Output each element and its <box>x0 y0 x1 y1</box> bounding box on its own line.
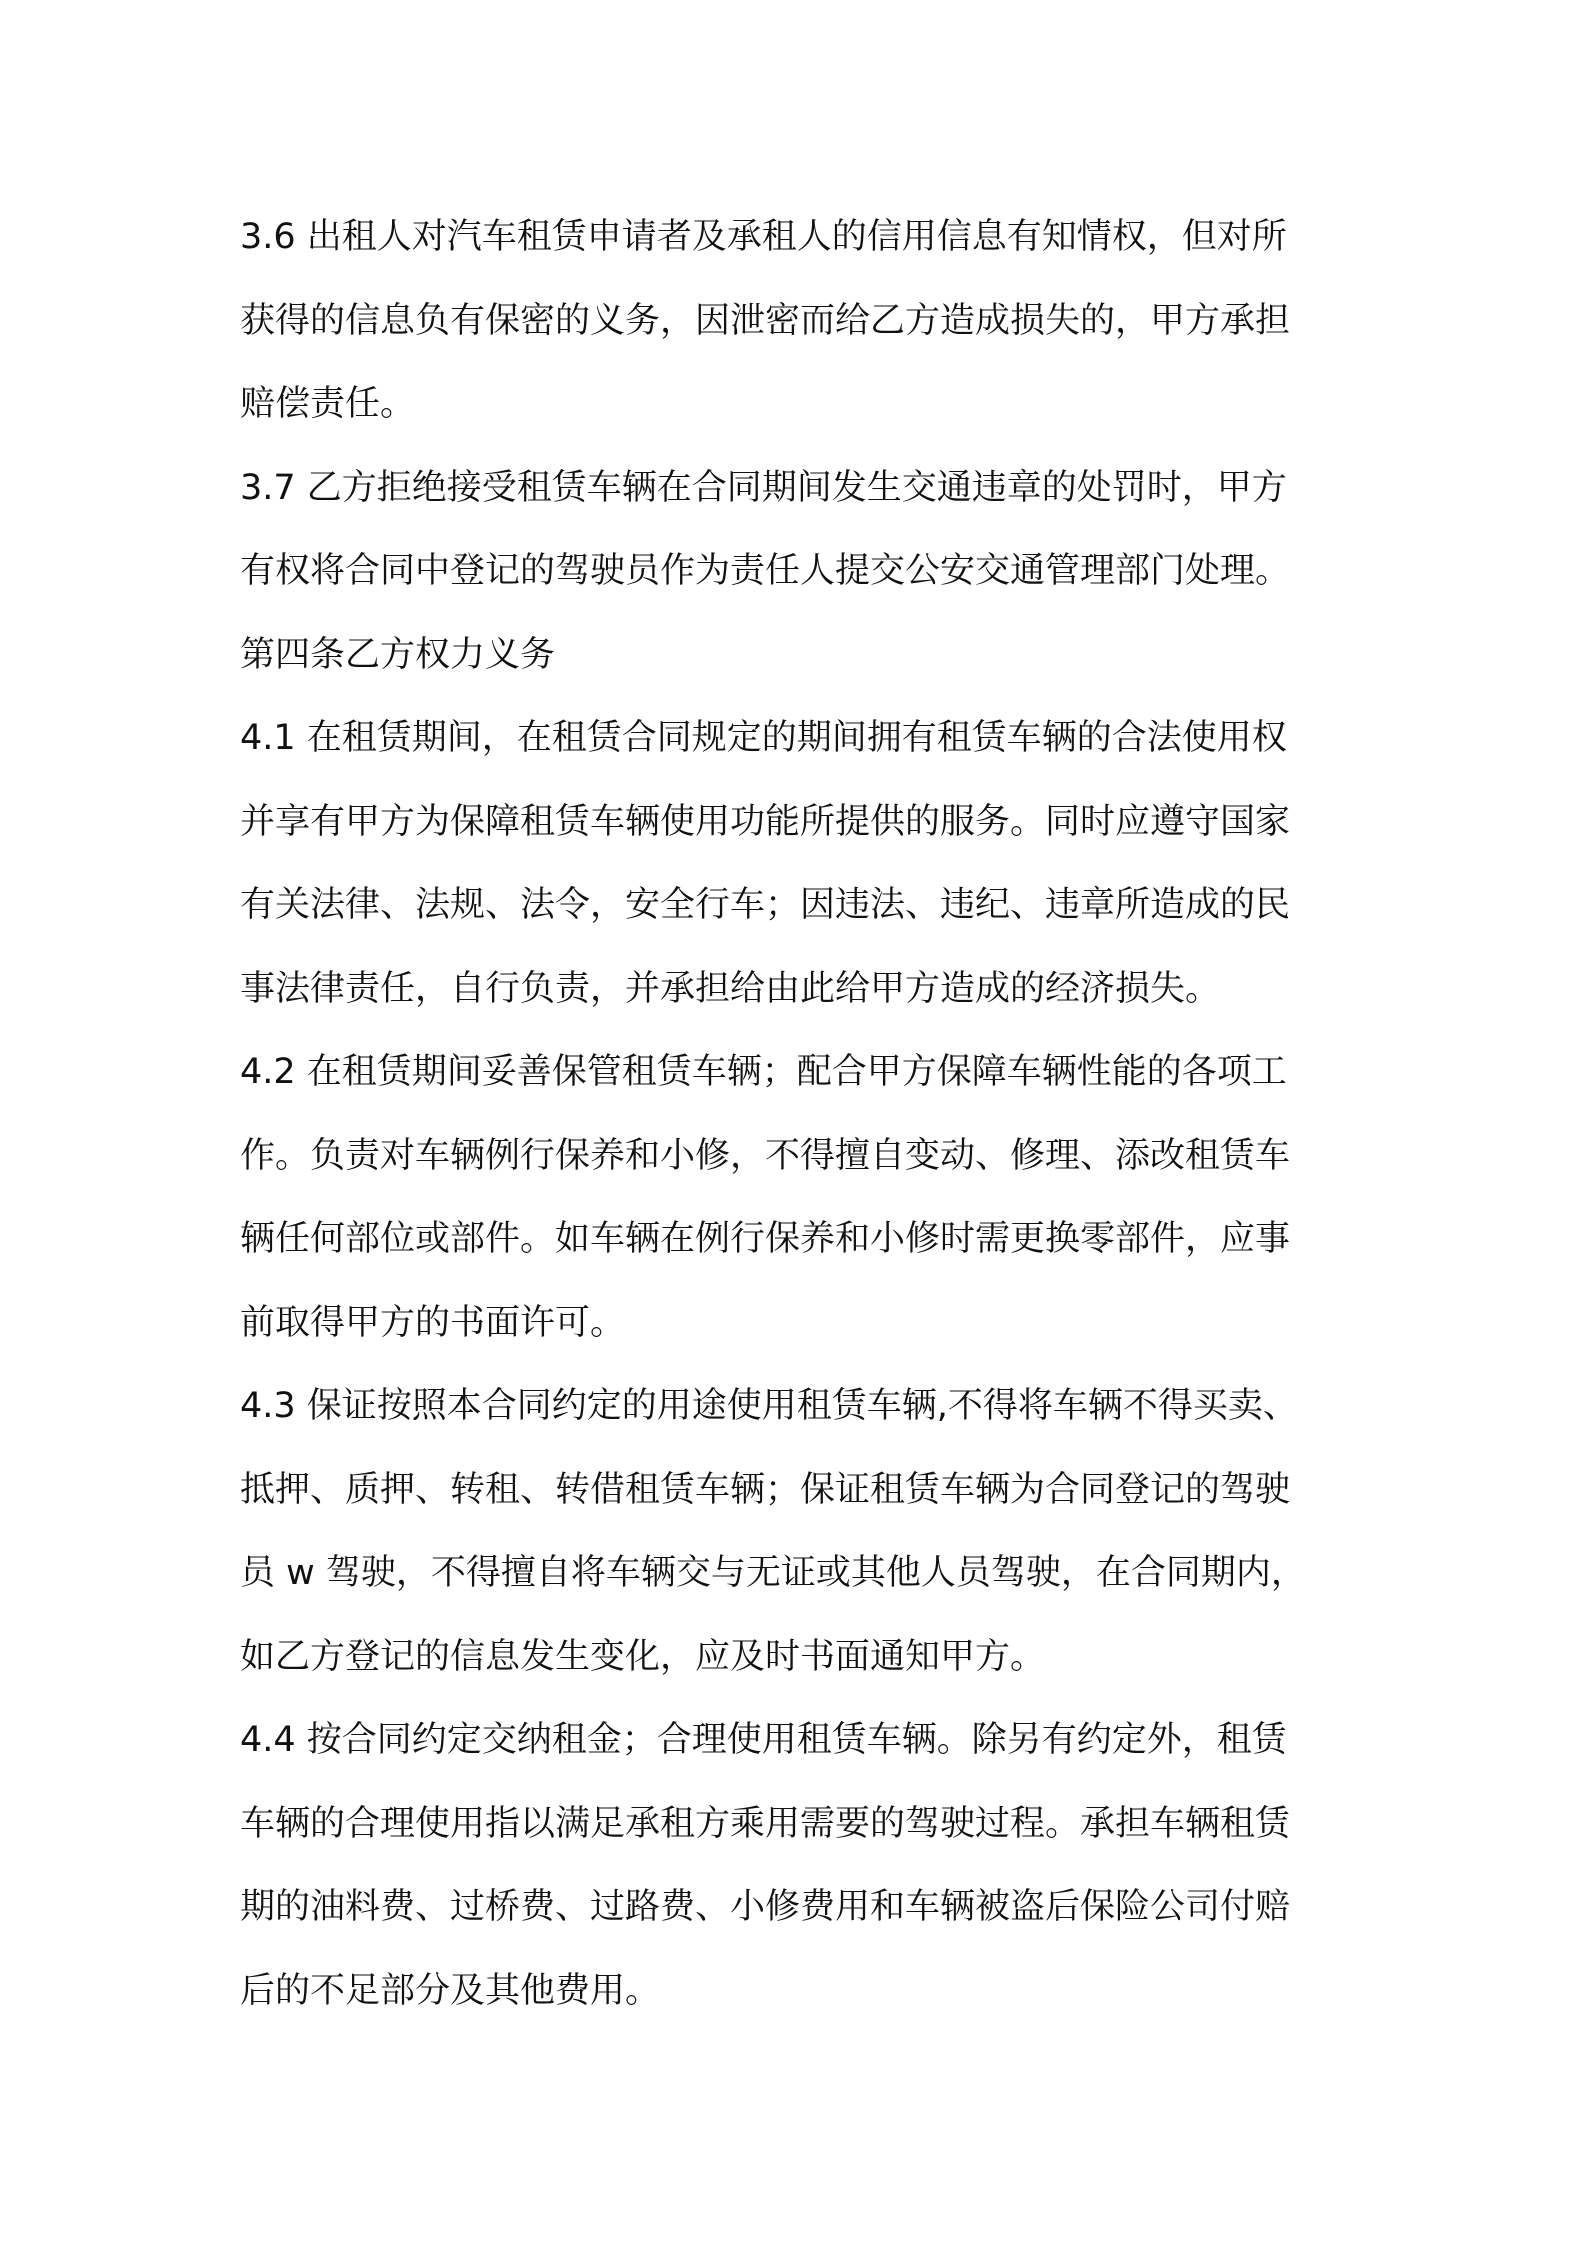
text-line: 如乙方登记的信息发生变化，应及时书面通知甲方。 <box>240 1636 1046 1677</box>
article-4-heading <box>240 614 1360 698</box>
text-line: 事法律责任，自行负责，并承担给由此给甲方造成的经济损失。 <box>240 968 1221 1009</box>
clause-4-3 <box>240 1365 1360 1699</box>
text-line: 3.7 乙方拒绝接受租赁车辆在合同期间发生交通违章的处罚时，甲方 <box>240 467 1287 508</box>
text-line: 3.6 出租人对汽车租赁申请者及承租人的信用信息有知情权，但对所 <box>240 217 1287 257</box>
section-heading: 第四条乙方权力义务 <box>240 634 556 675</box>
text-line: 4.4 按合同约定交纳租金；合理使用租赁车辆。除另有约定外，租赁 <box>240 1720 1287 1760</box>
text-line: 作。负责对车辆例行保养和小修，不得擅自变动、修理、添改租赁车 <box>240 1135 1291 1176</box>
text-line: 员 w 驾驶，不得擅自将车辆交与无证或其他人员驾驶，在合同期内， <box>240 1553 1306 1593</box>
text-line: 期的油料费、过桥费、过路费、小修费用和车辆被盗后保险公司付赔 <box>240 1887 1291 1927</box>
text-line: 并享有甲方为保障租赁车辆使用功能所提供的服务。同时应遵守国家 <box>240 801 1291 842</box>
text-line: 有权将合同中登记的驾驶员作为责任人提交公安交通管理部门处理。 <box>240 551 1291 591</box>
text-line: 有关法律、法规、法令，安全行车；因违法、违纪、违章所造成的民 <box>240 885 1291 925</box>
text-line: 4.2 在租赁期间妥善保管租赁车辆；配合甲方保障车辆性能的各项工 <box>240 1052 1287 1092</box>
text-line: 赔偿责任。 <box>240 384 416 424</box>
clause-4-1 <box>240 697 1360 1031</box>
text-line: 车辆的合理使用指以满足承租方乘用需要的驾驶过程。承担车辆租赁 <box>240 1803 1291 1844</box>
text-line: 4.1 在租赁期间，在租赁合同规定的期间拥有租赁车辆的合法使用权 <box>240 718 1287 758</box>
clause-3-6 <box>240 196 1360 447</box>
text-line: 后的不足部分及其他费用。 <box>240 1970 661 2011</box>
clause-4-4 <box>240 1699 1360 2033</box>
clause-3-7 <box>240 447 1360 614</box>
document-body <box>240 196 1360 2033</box>
text-line: 抵押、质押、转租、转借租赁车辆；保证租赁车辆为合同登记的驾驶 <box>240 1469 1291 1510</box>
text-line: 获得的信息负有保密的义务，因泄密而给乙方造成损失的，甲方承担 <box>240 300 1291 341</box>
text-line: 辆任何部位或部件。如车辆在例行保养和小修时需更换零部件，应事 <box>240 1219 1291 1259</box>
clause-4-2 <box>240 1031 1360 1365</box>
text-line: 4.3 保证按照本合同约定的用途使用租赁车辆,不得将车辆不得买卖、 <box>240 1386 1298 1426</box>
text-line: 前取得甲方的书面许可。 <box>240 1302 626 1343</box>
